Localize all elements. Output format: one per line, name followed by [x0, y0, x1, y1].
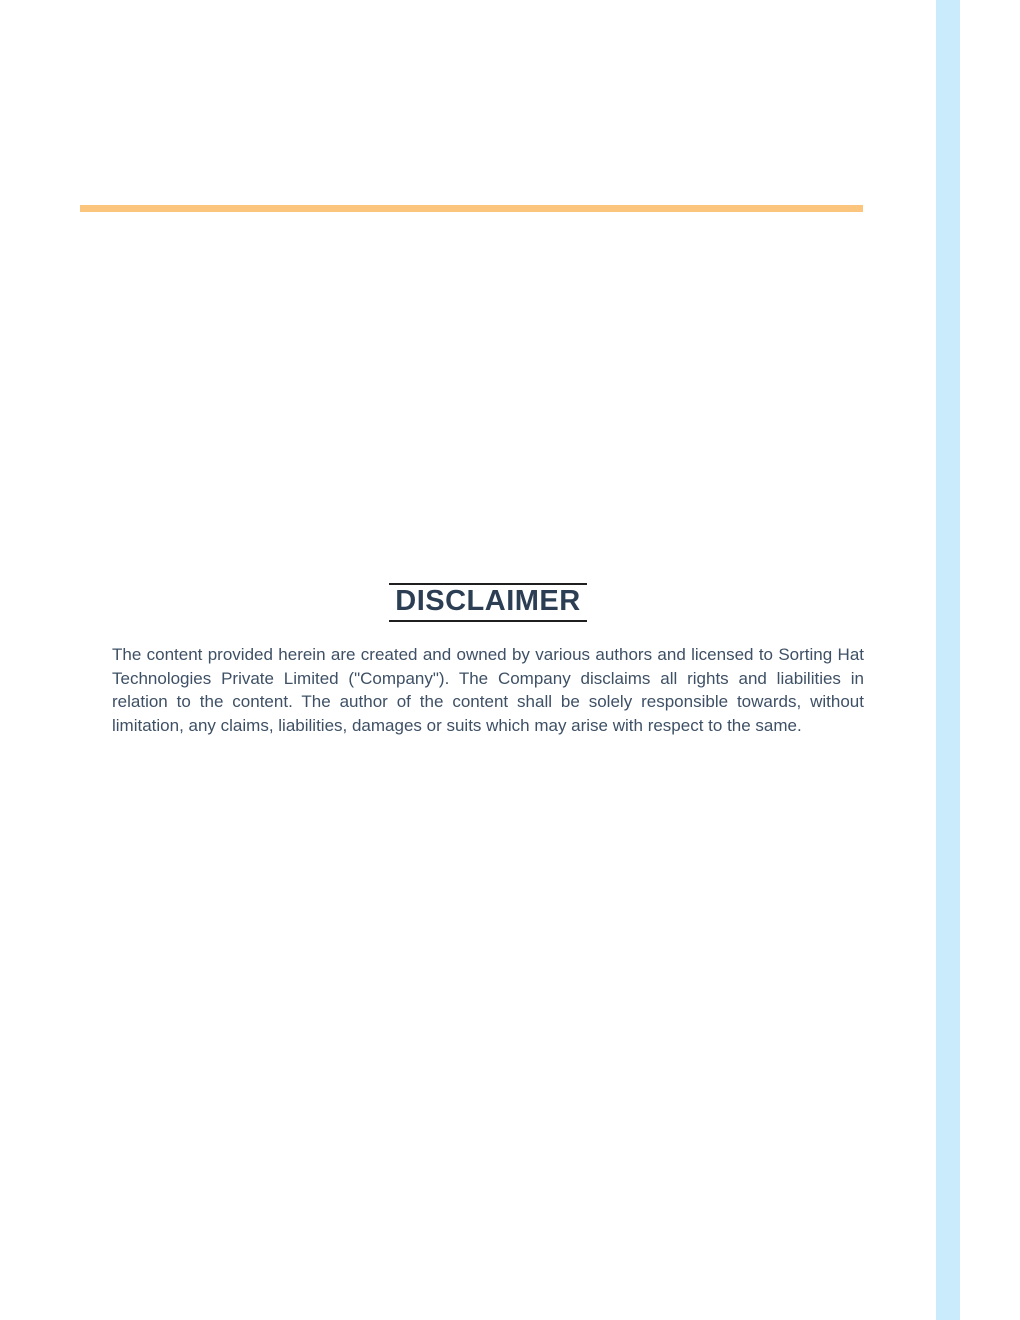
heading-container [112, 583, 864, 622]
disclaimer-heading: DISCLAIMER [389, 583, 586, 622]
right-side-stripe [936, 0, 960, 1320]
top-accent-bar [80, 205, 863, 212]
disclaimer-paragraph: The content provided herein are created and owned by various authors and licensed to Sorting Hat Technologies Private Limited ("Company"). The Company disclaims all rights and liabilities in relation to the content. The author of the content shall be solely responsible towards, without limitation, any claims, liabilities, damages or suits which may arise with respect to the same. [112, 645, 864, 735]
